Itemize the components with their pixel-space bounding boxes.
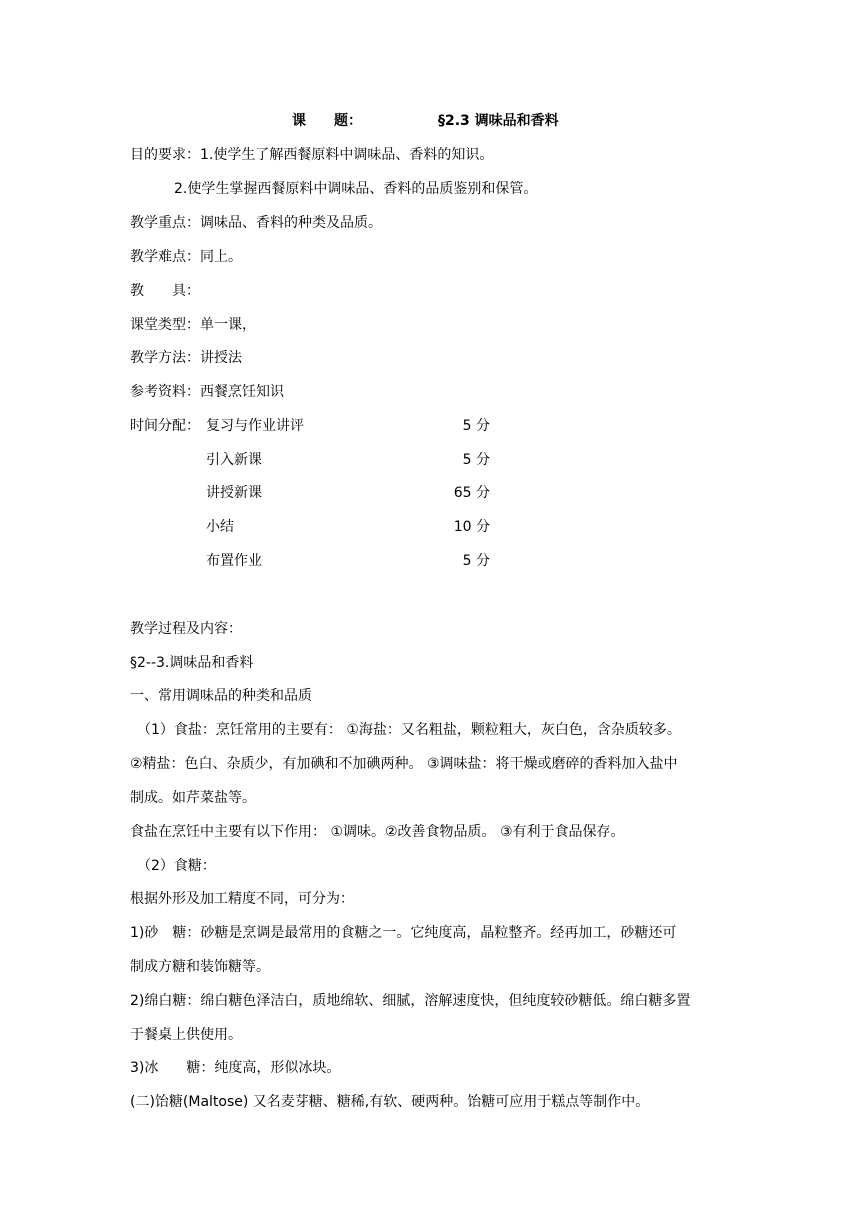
time-item: 引入新课 <box>206 452 262 468</box>
class-type-line: 课堂类型：单一课， <box>130 317 256 333</box>
sugar-item-line: 于餐桌上供使用。 <box>130 1027 242 1043</box>
time-item: 小结 <box>206 519 234 535</box>
difficulty-line: 教学难点：同上。 <box>130 249 242 265</box>
salt-paragraph-line: ②精盐：色白、杂质少，有加碘和不加碘两种。 ③调味盐：将干燥或磨碎的香料加入盐中 <box>130 756 678 772</box>
sugar-item-line: 1)砂 糖：砂糖是烹调是最常用的食糖之一。它纯度高，晶粒整齐。经再加工，砂糖还可 <box>130 925 677 941</box>
time-item: 讲授新课 <box>206 485 262 501</box>
tools-line: 教 具： <box>130 283 200 299</box>
salt-paragraph-line: 制成。如芹菜盐等。 <box>130 790 256 806</box>
key-point-line: 教学重点：调味品、香料的种类及品质。 <box>130 215 382 231</box>
sugar-heading: （2）食糖： <box>137 858 216 874</box>
sugar-item-line: 3)冰 糖：纯度高，形似冰块。 <box>130 1060 341 1076</box>
subsection-heading: 一、常用调味品的种类和品质 <box>130 688 312 704</box>
sugar-item-line: 2)绵白糖：绵白糖色泽洁白，质地绵软、细腻，溶解速度快，但纯度较砂糖低。绵白糖多置 <box>130 993 691 1009</box>
reference-line: 参考资料：西餐烹饪知识 <box>130 384 284 400</box>
time-minutes: 10 分 <box>453 519 490 535</box>
time-minutes: 5 分 <box>462 418 490 434</box>
method-line: 教学方法：讲授法 <box>130 350 242 366</box>
time-item: 布置作业 <box>206 553 262 569</box>
time-item: 复习与作业讲评 <box>206 418 304 434</box>
sugar-item-line: 制成方糖和装饰糖等。 <box>130 959 270 975</box>
maltose-line: (二)饴糖(Maltose) 又名麦芽糖、糖稀,有软、硬两种。饴糖可应用于糕点等制作中。 <box>130 1094 650 1110</box>
goal-line-2: 2.使学生掌握西餐原料中调味品、香料的品质鉴别和保管。 <box>174 181 538 197</box>
title-label: 课 题： <box>292 113 362 129</box>
time-minutes: 65 分 <box>453 485 490 501</box>
time-minutes: 5 分 <box>462 553 490 569</box>
salt-use-line: 食盐在烹饪中主要有以下作用： ①调味。②改善食物品质。 ③有利于食品保存。 <box>130 824 625 840</box>
goal-line-1: 目的要求：1.使学生了解西餐原料中调味品、香料的知识。 <box>130 147 494 163</box>
salt-paragraph-line: （1）食盐：烹饪常用的主要有： ①海盐：又名粗盐，颗粒粗大，灰白色，含杂质较多。 <box>137 722 681 738</box>
time-minutes: 5 分 <box>462 452 490 468</box>
process-heading: 教学过程及内容： <box>130 621 242 637</box>
time-allocation-label: 时间分配： <box>130 418 200 434</box>
page-title: §2.3 调味品和香料 <box>438 113 559 129</box>
sugar-intro: 根据外形及加工精度不同，可分为： <box>130 891 354 907</box>
section-heading: §2--3.调味品和香料 <box>130 655 254 671</box>
